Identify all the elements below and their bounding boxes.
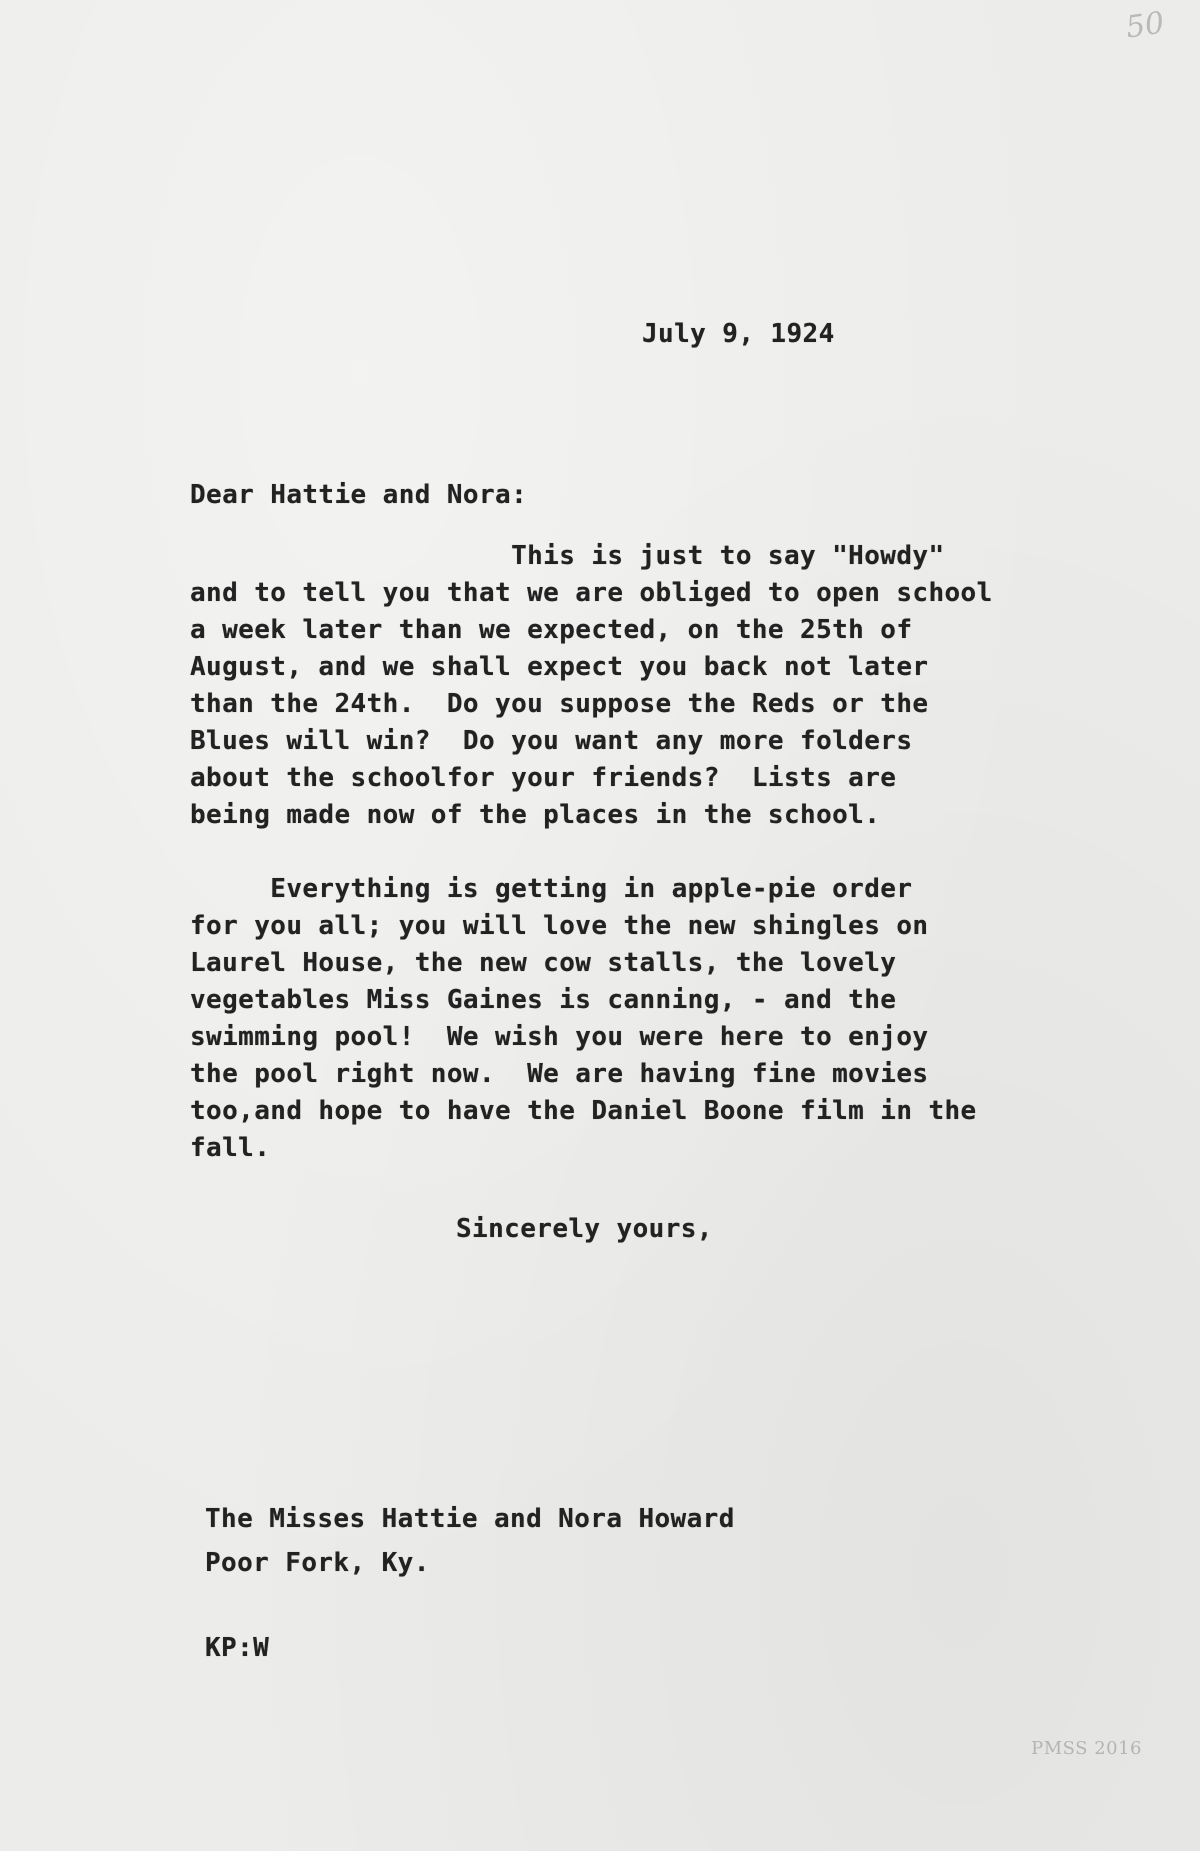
closing: Sincerely yours,: [456, 1214, 713, 1244]
page-number: 50: [1123, 5, 1167, 46]
paragraph-1-line: being made now of the places in the school.: [190, 800, 881, 830]
letter-date: July 9, 1924: [642, 319, 835, 349]
paragraph-1-line: August, and we shall expect you back not later: [190, 652, 929, 682]
paragraph-1-line: and to tell you that we are obliged to open school: [190, 578, 993, 608]
paragraph-1-line: Blues will win? Do you want any more folders: [190, 726, 913, 756]
paragraph-1-line: about the schoolfor your friends? Lists are: [190, 763, 897, 793]
paragraph-2-line: for you all; you will love the new shingles on: [190, 911, 929, 941]
paragraph-1-line: than the 24th. Do you suppose the Reds or the: [190, 689, 929, 719]
paragraph-2-line: swimming pool! We wish you were here to enjoy: [190, 1022, 929, 1052]
paragraph-2-line: Everything is getting in apple-pie order: [190, 874, 913, 904]
paragraph-2-line: Laurel House, the new cow stalls, the lovely: [190, 948, 897, 978]
paragraph-2-line: too,and hope to have the Daniel Boone film in the: [190, 1096, 977, 1126]
paragraph-1-line: a week later than we expected, on the 25th of: [190, 615, 913, 645]
paragraph-2-line: fall.: [190, 1133, 271, 1163]
archive-watermark: PMSS 2016: [1031, 1738, 1142, 1759]
address-line: Poor Fork, Ky.: [205, 1548, 430, 1578]
paragraph-1-line: This is just to say "Howdy": [190, 541, 945, 571]
address-line: The Misses Hattie and Nora Howard: [205, 1504, 735, 1534]
typist-initials: KP:W: [205, 1633, 270, 1663]
salutation: Dear Hattie and Nora:: [190, 480, 528, 510]
paragraph-2-line: vegetables Miss Gaines is canning, - and the: [190, 985, 897, 1015]
paragraph-2-line: the pool right now. We are having fine movies: [190, 1059, 929, 1089]
